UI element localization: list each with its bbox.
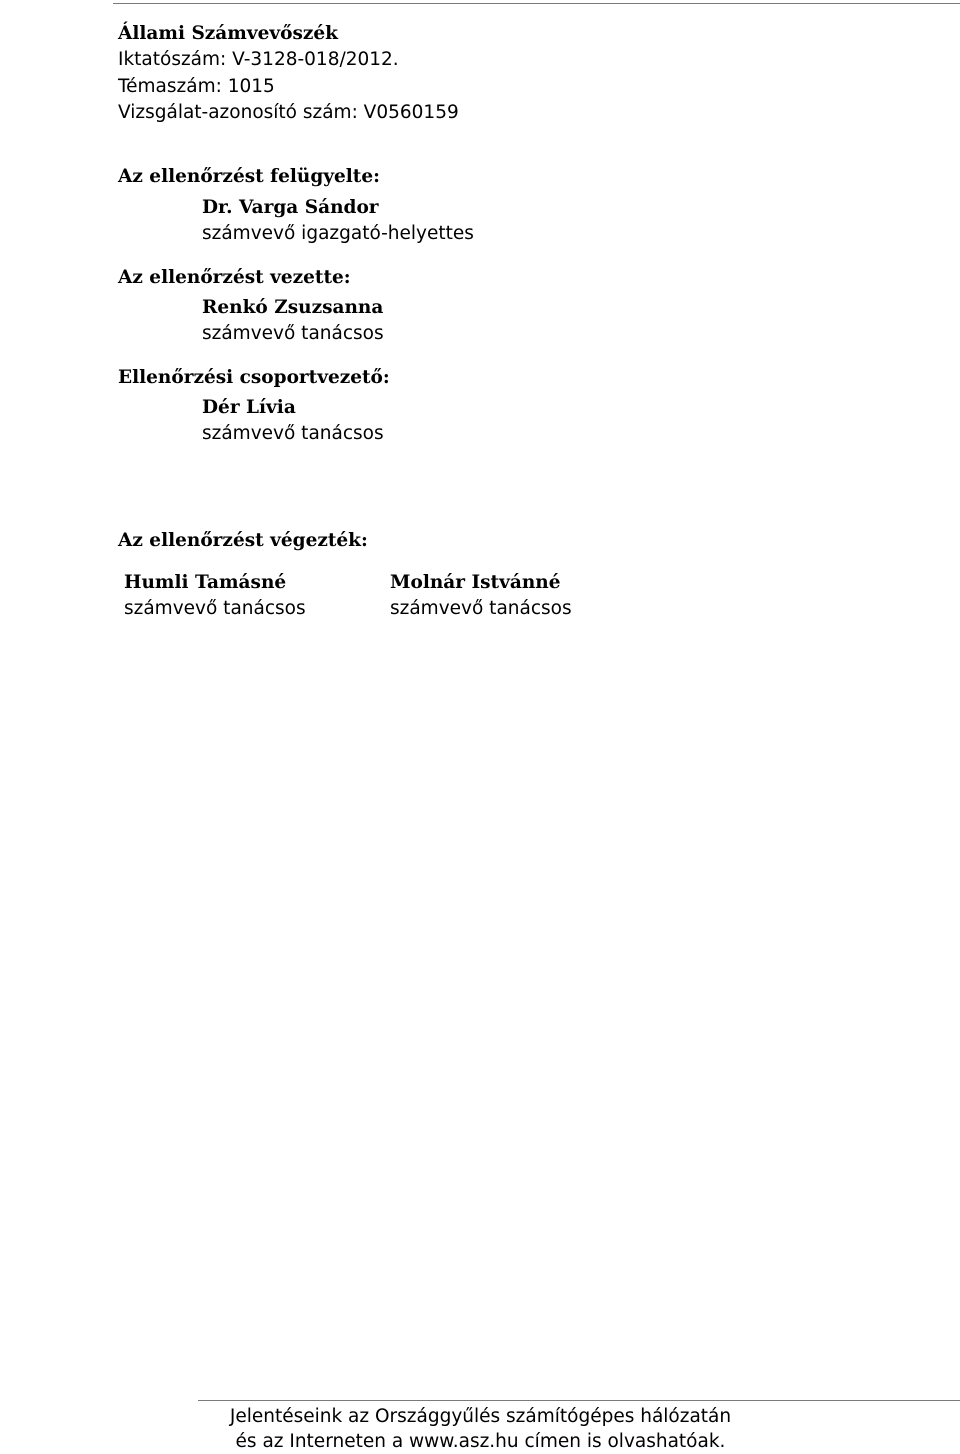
institution-name: Állami Számvevőszék xyxy=(118,23,338,44)
supervised-label: Az ellenőrzést felügyelte: xyxy=(118,166,380,187)
reference-number: Iktatószám: V-3128-018/2012. xyxy=(118,49,399,70)
footer-line-1: Jelentéseink az Országgyűlés számítógépes hálózatán xyxy=(229,1406,732,1427)
supervisor-title: számvevő igazgató-helyettes xyxy=(202,223,474,244)
performed-label: Az ellenőrzést végezték: xyxy=(118,530,368,551)
auditor-name: Molnár Istvánné xyxy=(390,572,561,593)
subject-number: Témaszám: 1015 xyxy=(118,76,275,97)
auditor-title: számvevő tanácsos xyxy=(124,598,306,619)
audit-id: Vizsgálat-azonosító szám: V0560159 xyxy=(118,102,459,123)
group-lead-name: Dér Lívia xyxy=(202,397,296,418)
led-label: Az ellenőrzést vezette: xyxy=(118,267,351,288)
auditor-name: Humli Tamásné xyxy=(124,572,287,593)
group-lead-label: Ellenőrzési csoportvezető: xyxy=(118,367,390,388)
auditor-title: számvevő tanácsos xyxy=(390,598,572,619)
supervisor-name: Dr. Varga Sándor xyxy=(202,197,379,218)
footer-rule xyxy=(198,1400,960,1401)
group-lead-title: számvevő tanácsos xyxy=(202,423,384,444)
top-rule xyxy=(113,3,960,4)
footer-line-2: és az Interneten a www.asz.hu címen is olvashatóak. xyxy=(235,1431,726,1452)
leader-title: számvevő tanácsos xyxy=(202,323,384,344)
leader-name: Renkó Zsuzsanna xyxy=(202,297,384,318)
